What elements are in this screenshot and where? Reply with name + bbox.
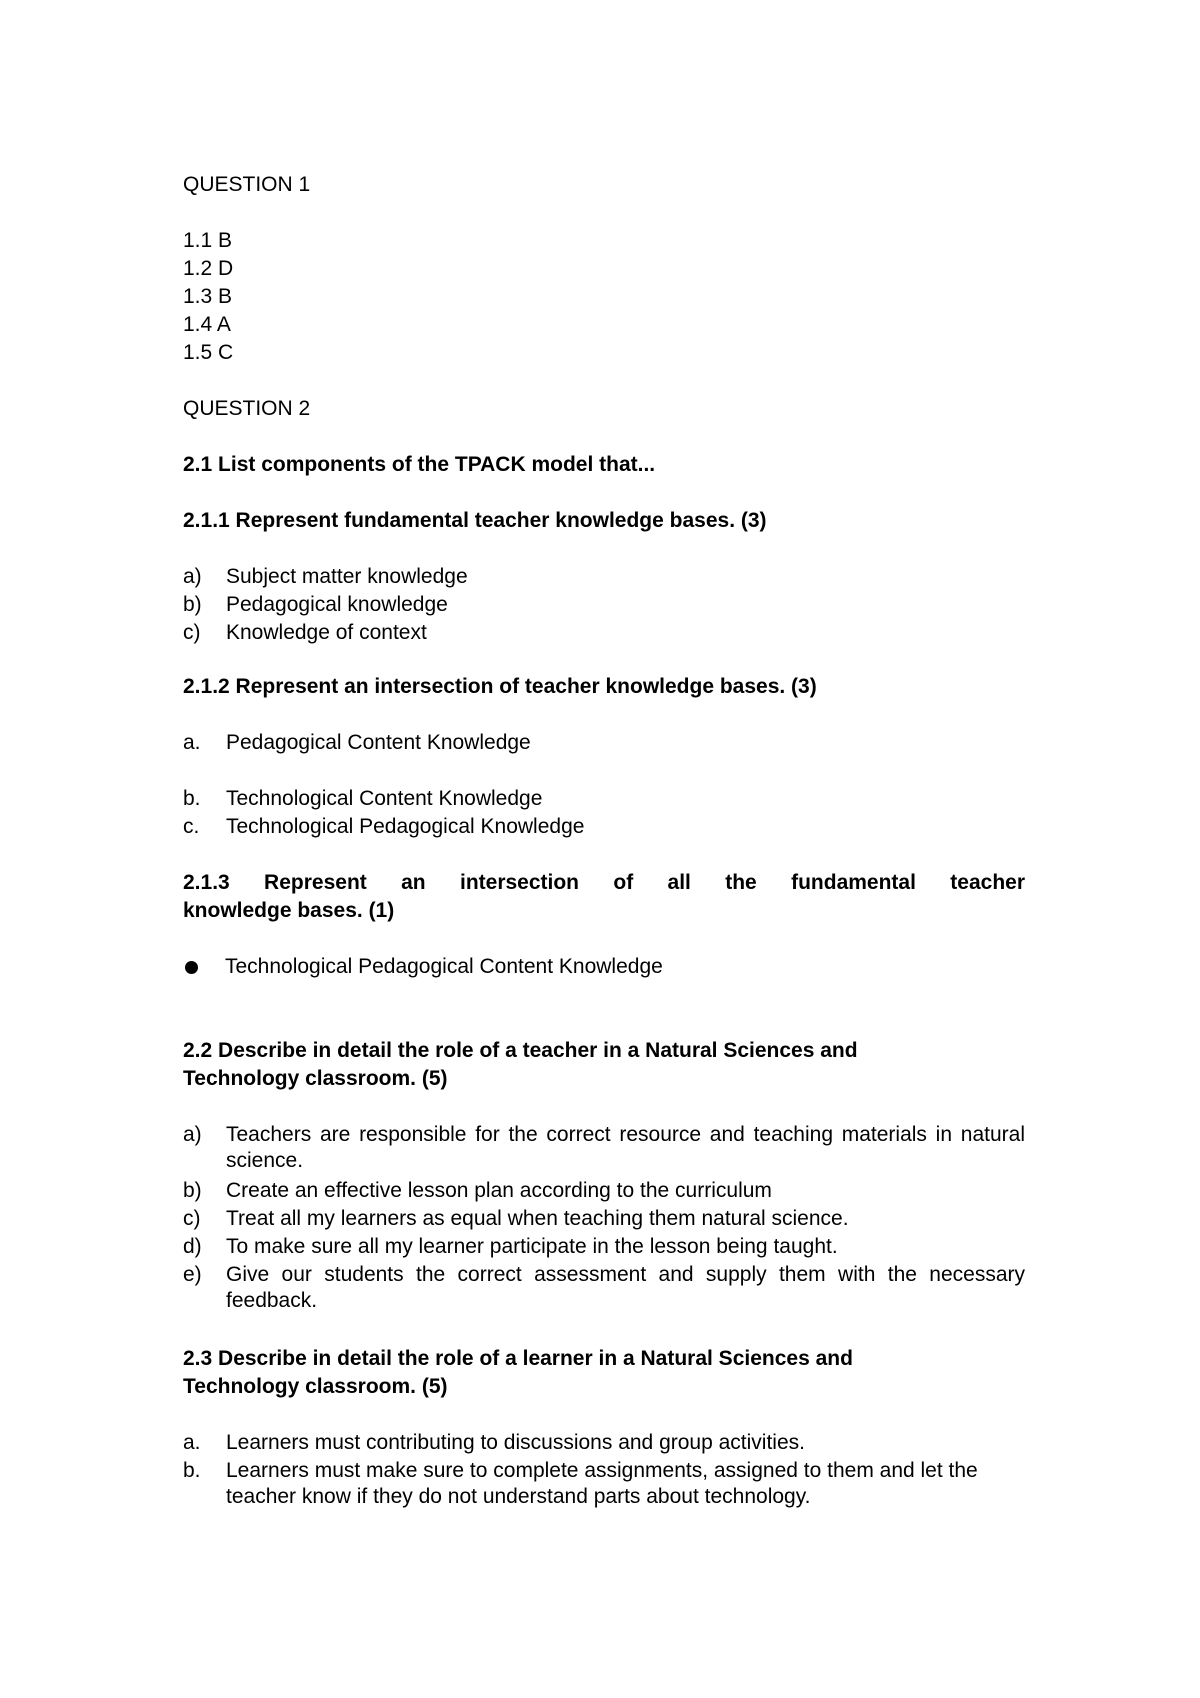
section-2-1-2-title: 2.1.2 Represent an intersection of teacher knowledge bases. (3) <box>183 675 817 698</box>
answer-1-4: 1.4 A <box>183 313 231 336</box>
list-item-text: Learners must contributing to discussions and group activities. <box>226 1431 805 1454</box>
list-item-label: b. <box>183 1459 201 1482</box>
list-item-label: a. <box>183 731 201 754</box>
list-item-text: Technological Pedagogical Content Knowledge <box>225 955 663 978</box>
section-2-2-title-line-2: Technology classroom. (5) <box>183 1067 448 1090</box>
list-item-text: Teachers are responsible for the correct resource and teaching materials in natural science. <box>226 1123 1025 1172</box>
list-item-label: a) <box>183 565 202 588</box>
list-item-label: b) <box>183 1179 202 1202</box>
answer-1-3: 1.3 B <box>183 285 233 308</box>
answer-1-5: 1.5 C <box>183 341 234 364</box>
list-item-label: e) <box>183 1263 202 1286</box>
question-2-heading: QUESTION 2 <box>183 397 311 420</box>
list-item-label: a. <box>183 1431 201 1454</box>
list-item-text: Learners must make sure to complete assignments, assigned to them and let the teacher know if they do not understand parts about technology. <box>226 1459 978 1508</box>
answer-1-1: 1.1 B <box>183 229 233 252</box>
list-item-label: b) <box>183 593 202 616</box>
list-item-label: c) <box>183 621 201 644</box>
list-item-label: c) <box>183 1207 201 1230</box>
section-2-3-title-line-2: Technology classroom. (5) <box>183 1375 448 1398</box>
list-item-text: Pedagogical Content Knowledge <box>226 731 531 754</box>
answer-1-2: 1.2 D <box>183 257 234 280</box>
list-item-text: Treat all my learners as equal when teaching them natural science. <box>226 1207 849 1230</box>
list-item-label: c. <box>183 815 200 838</box>
list-item-label: a) <box>183 1123 202 1146</box>
bullet-icon <box>185 961 198 974</box>
list-item-text: Subject matter knowledge <box>226 565 468 588</box>
list-item-label: d) <box>183 1235 202 1258</box>
question-1-heading: QUESTION 1 <box>183 173 311 196</box>
section-2-2-title-line-1: 2.2 Describe in detail the role of a teacher in a Natural Sciences and <box>183 1039 858 1062</box>
list-item-text: Knowledge of context <box>226 621 427 644</box>
list-item-text: To make sure all my learner participate in the lesson being taught. <box>226 1235 838 1258</box>
section-2-1-3-title-line-1: 2.1.3 Represent an intersection of all the fundamental teacher <box>183 871 1025 894</box>
list-item-text: Technological Pedagogical Knowledge <box>226 815 585 838</box>
list-item-text: Pedagogical knowledge <box>226 593 448 616</box>
section-2-1-title: 2.1 List components of the TPACK model that... <box>183 453 656 476</box>
list-item-text: Technological Content Knowledge <box>226 787 543 810</box>
list-item-text: Give our students the correct assessment and supply them with the necessary feedback. <box>226 1263 1025 1312</box>
section-2-1-1-title: 2.1.1 Represent fundamental teacher knowledge bases. (3) <box>183 509 767 532</box>
section-2-3-title-line-1: 2.3 Describe in detail the role of a learner in a Natural Sciences and <box>183 1347 853 1370</box>
section-2-1-3-title-line-2: knowledge bases. (1) <box>183 899 395 922</box>
list-item-label: b. <box>183 787 201 810</box>
list-item-text: Create an effective lesson plan according to the curriculum <box>226 1179 772 1202</box>
